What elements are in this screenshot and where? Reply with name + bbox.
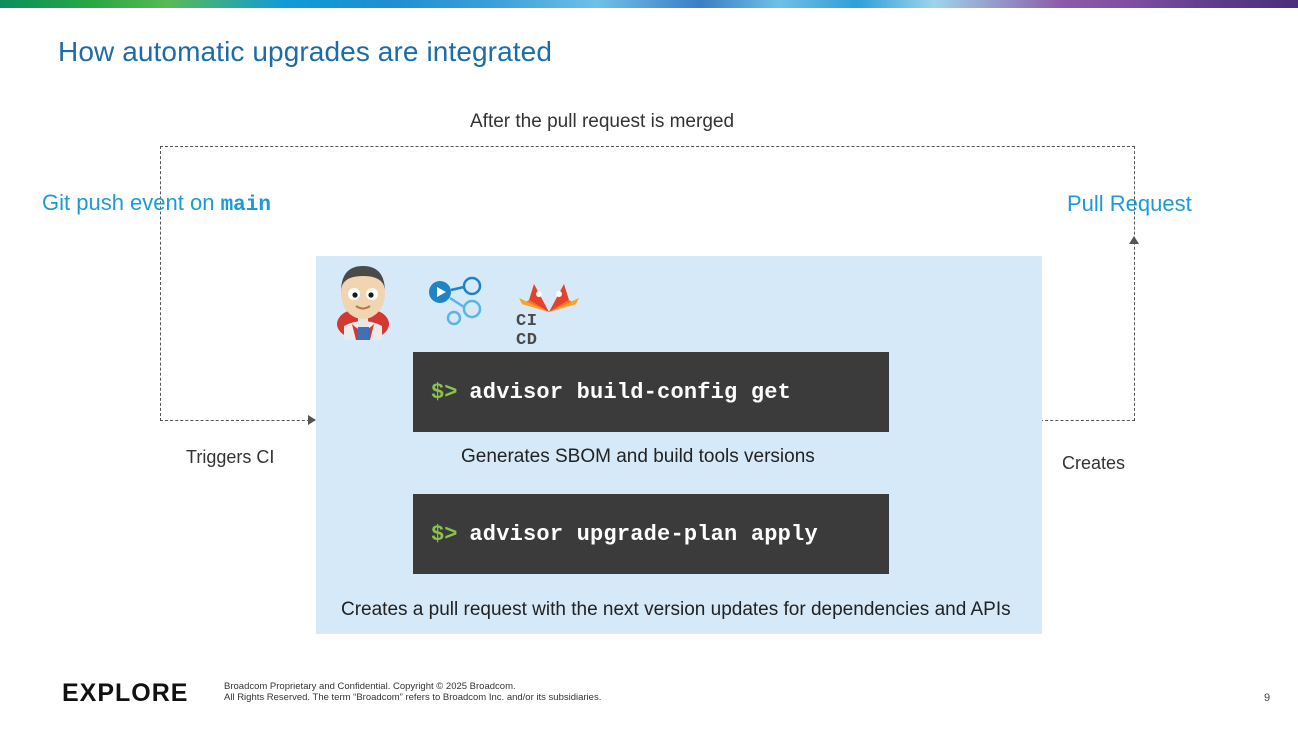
flow-label-creates: Creates (1062, 453, 1126, 473)
jenkins-icon (330, 264, 396, 340)
flow-line-left-bottom (160, 420, 315, 421)
flow-label-git-push-text: Git push event on (42, 190, 221, 215)
caption-upgrade-plan: Creates a pull request with the next version updates for dependencies and APIs (341, 599, 1011, 620)
brand-gradient-bar (0, 0, 1298, 8)
gitlab-cicd-label: CI CD (516, 312, 538, 350)
footer-legal-line2: All Rights Reserved. The term “Broadcom” refers to Broadcom Inc. and/or its subsidiaries. (224, 692, 602, 703)
flow-line-top (160, 146, 1135, 147)
caption-build-config: Generates SBOM and build tools versions (461, 446, 815, 467)
terminal-prompt: $> (431, 379, 458, 405)
page-number: 9 (1264, 692, 1271, 704)
flow-line-right-bottom (1040, 420, 1135, 421)
flow-arrow-into-panel (308, 415, 316, 425)
terminal-build-config (413, 352, 889, 432)
flow-label-merged: After the pull request is merged (470, 111, 735, 132)
flow-line-left (160, 146, 161, 421)
flow-label-git-push (42, 190, 271, 217)
flow-arrow-to-pull-request (1129, 236, 1139, 244)
terminal-command: advisor upgrade-plan apply (469, 521, 818, 547)
azure-pipelines-icon (428, 276, 490, 330)
explore-logo: EXPLORE (62, 679, 189, 707)
flow-label-triggers-ci: Triggers CI (186, 447, 275, 467)
terminal-upgrade-plan (413, 494, 889, 574)
ci-pipeline-panel (316, 256, 1042, 634)
footer-legal-line1: Broadcom Proprietary and Confidential. Copyright © 2025 Broadcom. (224, 681, 516, 692)
terminal-command: advisor build-config get (469, 379, 792, 405)
footer-legal (224, 681, 601, 703)
terminal-prompt: $> (431, 521, 458, 547)
flow-label-pull-request: Pull Request (1067, 191, 1192, 216)
flow-label-branch: main (220, 194, 271, 217)
flow-line-right (1134, 146, 1135, 421)
page-title: How automatic upgrades are integrated (58, 36, 552, 67)
